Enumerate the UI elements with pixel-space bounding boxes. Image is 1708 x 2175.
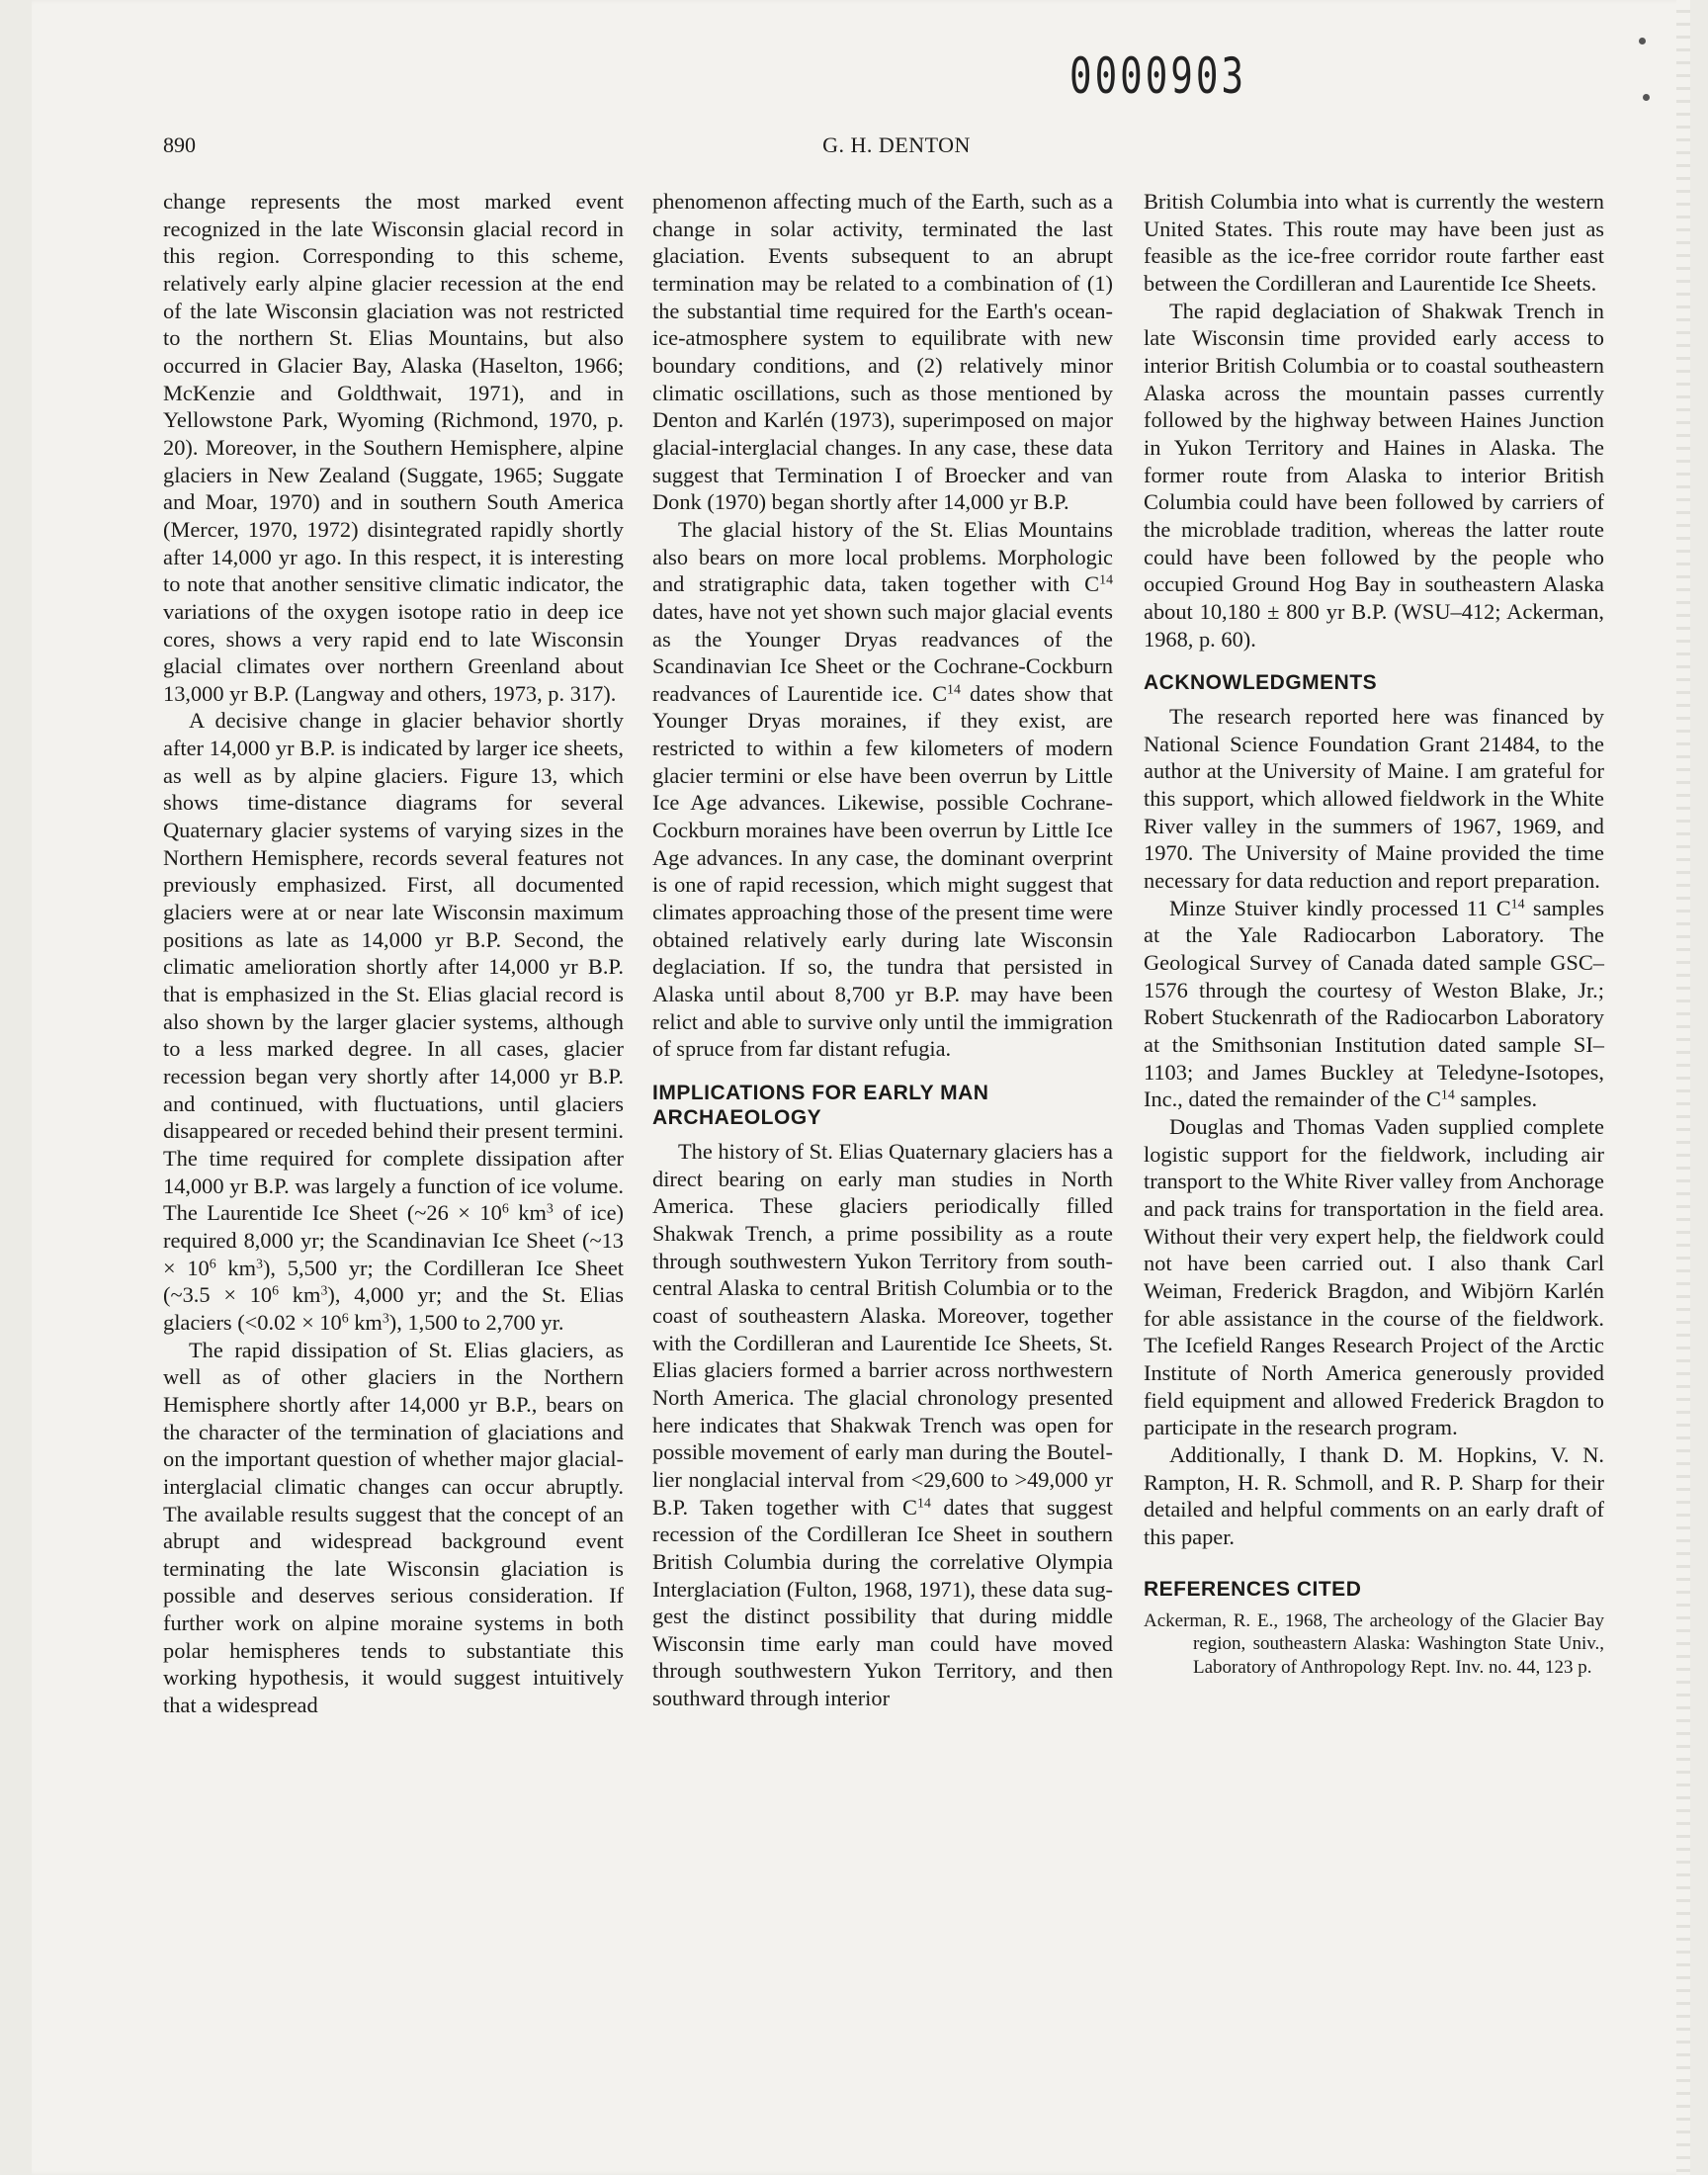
paragraph: Douglas and Thomas Vaden supplied complete logistic support for the fieldwork, including air transport to the White River valley from Anchorage and pack trains for transportation in the field area. Without their very expert help, the fieldwork could not have been carried out. I also thank Carl Weiman, Frederick Bragdon, and Wibjörn Karlén for able assistance in the course of the fieldwork. The Icefield Ranges Research Project of the Arctic Institute of North America generously provided field equipment and allowed Frederick Bragdon to participate in the research program.: [1144, 1114, 1604, 1440]
paragraph: Minze Stuiver kindly processed 11 $C^{14}$ samples at the Yale Radiocarbon Laboratory. The Geological Survey of Canada dated sample GSC–1576 through the courtesy of Weston Blake, Jr.; Robert Stuckenrath of the Radiocarbon Laboratory at the Smithsonian Institution dated sample SI–1103; and James Buckley at Teledyne-Isotopes, Inc., dated the remainder of the $C^{14}$ samples.: [1144, 895, 1605, 1112]
paragraph: The history of St. Elias Quaternary glaciers has a direct bearing on early man studies in North America. These glaciers periodically filled Shakwak Trench, a prime possibility as a route through southwestern Yukon Territory from south-central Alaska to central British Columbia or to the coast of southeastern Alaska. Moreover, together with the Cordilleran and Laurentide Ice Sheets, St. Elias glaciers formed a barrier across northwestern North America. The glacial chronology presented here indicates that Shakwak Trench was open for possible movement of early man during the Boutellier nonglacial interval from <29,600 to >49,000 yr B.P. Taken together with $C^{14}$ dates that suggest recession of the Cordilleran Ice Sheet in southern British Columbia during the correlative Olympia Interglaciation (Fulton, 1968, 1971), these data suggest the distinct possibility that during middle Wisconsin time early man could have moved through southwestern Yukon Territory, and then southward through interior: [652, 1139, 1113, 1711]
paragraph: phenomenon affecting much of the Earth, such as a change in solar activity, terminated the last glaciation. Events subsequent to an abrupt termination may be related to a combination of (1) the substantial time required for the Earth's ocean-ice-atmosphere system to equilibrate with new boundary conditions, and (2) relatively minor climatic oscillations, such as those mentioned by Denton and Karlén (1973), superimposed on major glacial-interglacial changes. In any case, these data suggest that Termination I of Broecker and van Donk (1970) began shortly after 14,000 yr B.P.: [652, 189, 1113, 515]
paragraph: The glacial history of the St. Elias Mountains also bears on more local problems. Morphologic and stratigraphic data, taken together with $C^{14}$ dates, have not yet shown such major glacial events as the Younger Dryas readvances of the Scandinavian Ice Sheet or the Cochrane-Cockburn readvances of Laurentide ice. $C^{14}$ dates show that Younger Dryas moraines, if they exist, are restricted to within a few kilometers of modern glacier termini or else have been overrun by Little Ice Age advances. Likewise, possible Cochrane-Cockburn moraines have been overrun by Little Ice Age advances. In any case, the dominant overprint is one of rapid recession, which might suggest that climates approaching those of the present time were obtained relatively early during late Wisconsin deglaciation. If so, the tundra that persisted in Alaska until about 8,700 yr B.P. may have been relict and able to survive only until the immigration of spruce from far distant refugia.: [652, 516, 1114, 1062]
binding-mark: [1639, 38, 1646, 44]
paragraph: change represents the most marked event recognized in the late Wisconsin glacial record in this region. Corresponding to this scheme, relatively early alpine glacier recession at the end of the late Wisconsin glaciation was not restricted to the northern St. Elias Mountains, but also occurred in Glacier Bay, Alaska (Haselton, 1966; McKenzie and Goldthwait, 1971), and in Yellowstone Park, Wyoming (Richmond, 1970, p. 20). Moreover, in the Southern Hemisphere, alpine glaciers in New Zealand (Suggate, 1965; Suggate and Moar, 1970) and in southern South America (Mercer, 1970, 1972) disintegrated rapidly shortly after 14,000 yr ago. In this respect, it is interesting to note that another sensitive climatic indicator, the variations of the oxygen isotope ratio in deep ice cores, shows a very rapid end to late Wisconsin glacial climates over northern Greenland about 13,000 yr B.P. (Langway and others, 1973, p. 317).: [163, 189, 624, 706]
perforated-edge: [1676, 0, 1690, 2175]
paragraph: The research reported here was financed by National Science Foundation Grant 21484, to the author at the University of Maine. I am grateful for this support, which allowed fieldwork in the White River valley in the summers of 1967, 1969, and 1970. The University of Maine provided the time necessary for data reduction and report preparation.: [1144, 704, 1604, 894]
paragraph: A decisive change in glacier behavior shortly after 14,000 yr B.P. is indicated by larger ice sheets, as well as by alpine glaciers. Figure 13, which shows time-distance diagrams for several Quaternary glacier systems of varying sizes in the Northern Hemisphere, records several features not previously emphasized. First, all documented glaciers were at or near late Wisconsin maximum positions as late as 14,000 yr B.P. Second, the climatic amelioration shortly after 14,000 yr B.P. that is emphasized in the St. Elias glacial record is also shown by the larger glacier systems, although to a less marked degree. In all cases, glacier recession began very shortly after 14,000 yr B.P. and continued, with fluctuations, until glaciers disappeared or receded behind their present termini. The time required for complete dissipation after 14,000 yr B.P. was largely a function of ice volume. The Laurentide Ice Sheet (~26 × $10^6$ $km^3$ of ice) required 8,000 yr; the Scandinavian Ice Sheet (~13 × $10^6$ $km^3$), 5,500 yr; the Cordilleran Ice Sheet (~3.5 × $10^6$ $km^3$), 4,000 yr; and the St. Elias glaciers ($<0.02 \times 10^6$ $km^3$), 1,500 to 2,700 yr.: [163, 708, 625, 1335]
text-column-2: [652, 188, 1113, 1712]
paragraph: British Columbia into what is currently the western United States. This route may have been just as feasible as the ice-free corridor route farther east between the Cordilleran and Laurentide Ice Sheets.: [1144, 189, 1604, 296]
text-column-3: [1144, 188, 1604, 1679]
archive-stamp-number: 0000903: [1069, 47, 1247, 105]
reference-entry: Ackerman, R. E., 1968, The archeology of the Glacier Bay region, southeastern Alaska: Washington State Univ., Laboratory of Anthropology Rept. Inv. no. 44, 123 p.: [1144, 1610, 1604, 1678]
running-head: G. H. DENTON: [822, 132, 971, 157]
section-heading: ACKNOWLEDGMENTS: [1144, 671, 1378, 695]
section-heading: IMPLICATIONS FOR EARLY MAN ARCHAEOLOGY: [652, 1082, 989, 1129]
paragraph: The rapid dissipation of St. Elias glaciers, as well as of other glaciers in the Northern Hemisphere shortly after 14,000 yr B.P., bears on the character of the termination of glaciations and on the important question of whether major glacial-interglacial climatic changes can occur abruptly. The available results suggest that the concept of an abrupt and widespread background event terminating the late Wisconsin glaciation is possible and deserves serious consideration. If further work on alpine moraine systems in both polar hemispheres tends to substantiate this working hypothesis, it would suggest intuitively that a widespread: [163, 1337, 624, 1718]
paper-page: [32, 0, 1690, 2175]
section-heading: REFERENCES CITED: [1144, 1577, 1362, 1601]
paragraph: The rapid deglaciation of Shakwak Trench in late Wisconsin time provided early access to interior British Columbia or to coastal southeastern Alaska across the mountain passes currently followed by the highway between Haines Junction in Yukon Territory and Haines in Alaska. The former route from Alaska to interior British Columbia could have been followed by carriers of the microblade tradition, whereas the latter route could have been followed by the people who occupied Ground Hog Bay in southeastern Alaska about 10,180 ± 800 yr B.P. (WSU–412; Ackerman, 1968, p. 60).: [1144, 298, 1604, 652]
reference-list: [1144, 1610, 1604, 1680]
binding-mark: [1643, 94, 1650, 101]
page-number: 890: [163, 132, 196, 157]
paragraph: Additionally, I thank D. M. Hopkins, V. N. Rampton, H. R. Schmoll, and R. P. Sharp for their detailed and helpful comments on an early draft of this paper.: [1144, 1441, 1604, 1549]
text-column-1: [163, 188, 624, 1719]
